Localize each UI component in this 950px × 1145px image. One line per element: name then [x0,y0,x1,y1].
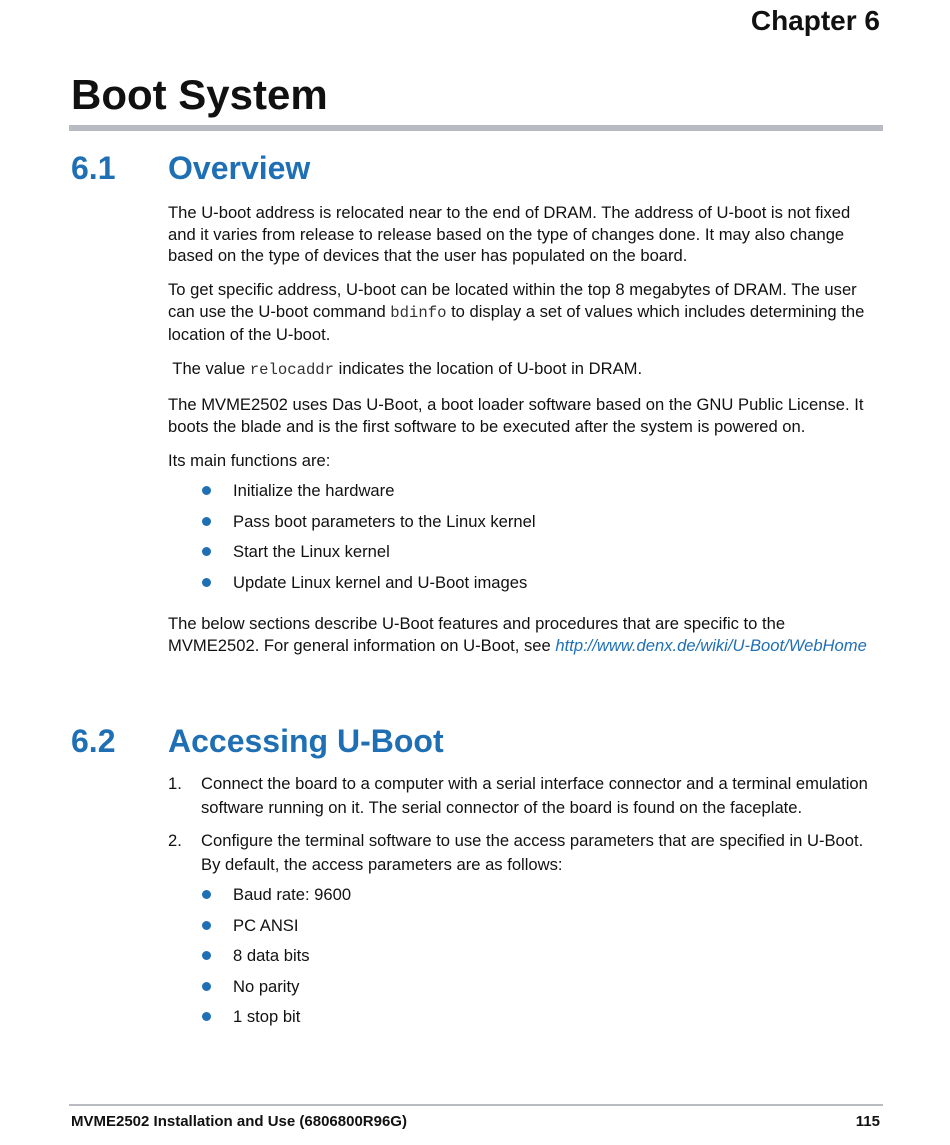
step-item [168,829,880,876]
list-item-text: PC ANSI [233,915,299,935]
title-divider [69,125,883,131]
paragraph-relocation: The U-boot address is relocated near to the end of DRAM. The address of U-boot is not fixed and it varies from release to release based on the type of changes done. It may also change based on the type of devices that the user has populated on the board. [168,203,851,265]
bullet-icon [202,517,211,526]
functions-list [168,480,880,602]
list-item [168,480,880,511]
list-item [168,884,880,915]
list-item-text: Pass boot parameters to the Linux kernel [233,511,536,531]
bullet-icon [202,578,211,587]
paragraph-das-uboot: The MVME2502 uses Das U-Boot, a boot loader software based on the GNU Public License. It boots the blade and is the first software to be executed after the system is powered on. [168,395,864,436]
bullet-icon [202,547,211,556]
text-run: The value [168,359,250,378]
uboot-wiki-link[interactable]: http://www.denx.de/wiki/U-Boot/WebHome [555,635,867,655]
chapter-label: Chapter 6 [750,5,880,36]
section-number: 6.1 [71,150,116,186]
footer-document-title: MVME2502 Installation and Use (6806800R96G) [71,1113,407,1130]
list-item-text: 8 data bits [233,946,310,966]
section-title: Overview [168,150,311,186]
list-item [168,541,880,572]
bullet-icon [202,982,211,991]
section-number: 6.2 [71,723,116,759]
bullet-icon [202,486,211,495]
list-item-text: Initialize the hardware [233,481,395,500]
section-title: Accessing U-Boot [168,723,444,759]
overview-body [168,202,880,669]
list-item-text: Update Linux kernel and U-Boot images [233,572,528,592]
list-item-text: Start the Linux kernel [233,542,390,562]
text-run: indicates the location of U-boot in DRAM. [334,359,643,378]
paragraph-relocaddr [168,358,880,382]
steps-list [168,772,880,876]
step-text: Connect the board to a computer with a serial interface connector and a terminal emulation software running on it. The serial connector of the board is found on the faceplate. [201,774,868,817]
section-heading-overview [71,150,310,187]
footer-divider [69,1104,883,1106]
paragraph-see-also [168,613,880,656]
step-number: 2. [168,831,182,850]
list-item [168,945,880,976]
list-item-text: Baud rate: 9600 [233,885,352,904]
bullet-icon [202,921,211,930]
paragraph-main-functions: Its main functions are: [168,450,331,470]
code-relocaddr: relocaddr [249,361,335,379]
bullet-icon [202,951,211,960]
chapter-title: Boot System [71,71,328,118]
text-run: to display a set of values which includes determining the location of the U-boot. [168,301,865,344]
list-item-text: 1 stop bit [233,1007,301,1027]
paragraph-specific-address [168,279,880,346]
command-bdinfo: bdinfo [390,303,447,322]
text-run: To get specific address, U-boot can be located within the top 8 megabytes of DRAM. The user can use the U-boot command [168,280,857,321]
list-item [168,511,880,542]
bullet-icon [202,1012,211,1021]
accessing-body [168,772,880,1048]
list-item [168,915,880,946]
list-item [168,572,880,603]
text-run: The below sections describe U-Boot features and procedures that are specific to the MVME2502. For general information on U-Boot, see [168,614,786,655]
section-heading-accessing-uboot [71,723,444,760]
footer-page-number: 115 [855,1113,880,1130]
list-item [168,976,880,1007]
bullet-icon [202,890,211,899]
list-item-text: No parity [233,976,300,996]
list-item [168,1006,880,1037]
access-parameters-list [168,884,880,1037]
step-item [168,772,880,819]
step-text: Configure the terminal software to use the access parameters that are specified in U-Boot. By default, the access parameters are as follows: [201,831,864,874]
step-number: 1. [168,774,182,793]
